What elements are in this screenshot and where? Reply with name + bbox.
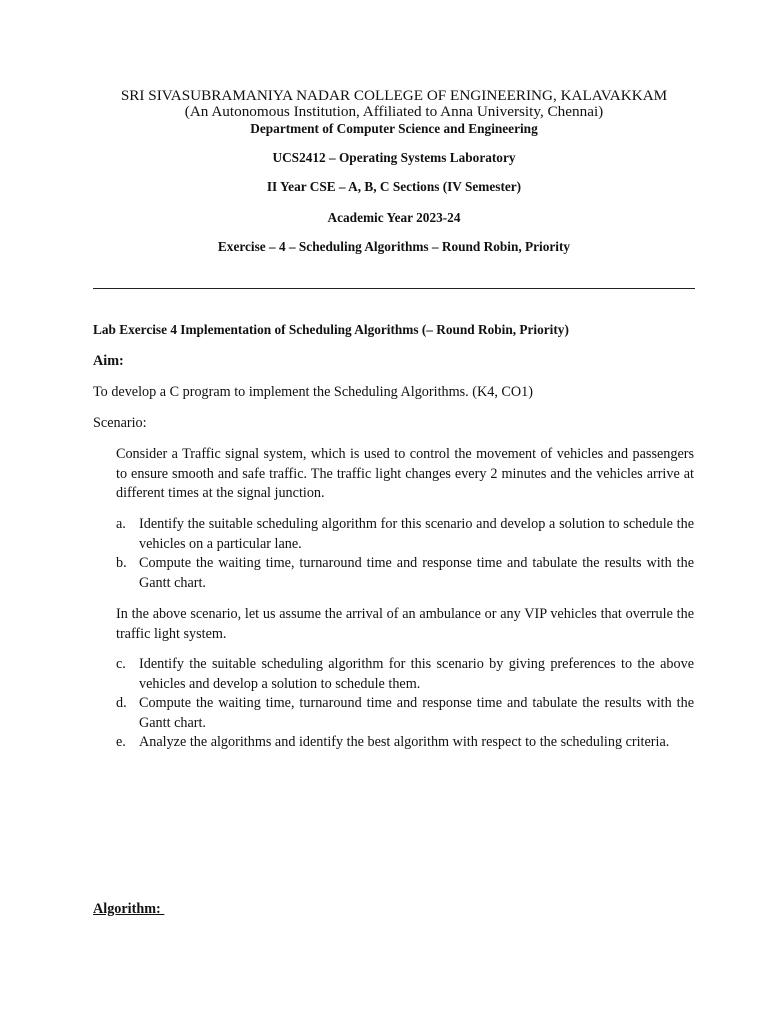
college-name: SRI SIVASUBRAMANIYA NADAR COLLEGE OF ENGINEERING, KALAVAKKAM bbox=[120, 87, 668, 104]
list-item-text: Compute the waiting time, turnaround time and response time and tabulate the results with the Gantt chart. bbox=[139, 555, 694, 591]
list-item bbox=[116, 554, 694, 593]
scenario-heading: Scenario: bbox=[93, 415, 147, 431]
aim-text: To develop a C program to implement the Scheduling Algorithms. (K4, CO1) bbox=[93, 384, 533, 400]
list-item bbox=[116, 655, 694, 694]
affiliation: (An Autonomous Institution, Affiliated to Anna University, Chennai) bbox=[184, 103, 604, 120]
academic-year: Academic Year 2023-24 bbox=[327, 210, 461, 225]
header-divider bbox=[93, 288, 695, 289]
list-marker: e. bbox=[116, 734, 126, 750]
list-item-text: Identify the suitable scheduling algorithm for this scenario and develop a solution to schedule the vehicles on a particular lane. bbox=[139, 516, 694, 552]
department-name: Department of Computer Science and Engineering bbox=[250, 121, 538, 136]
algorithm-heading: Algorithm: bbox=[93, 901, 165, 917]
year-section: II Year CSE – A, B, C Sections (IV Semester) bbox=[266, 179, 522, 194]
list-marker: a. bbox=[116, 516, 126, 532]
list-item-text: Analyze the algorithms and identify the best algorithm with respect to the scheduling criteria. bbox=[139, 734, 670, 750]
list-item bbox=[116, 733, 694, 753]
list-marker: b. bbox=[116, 555, 127, 571]
course-title: UCS2412 – Operating Systems Laboratory bbox=[272, 150, 516, 165]
list-marker: d. bbox=[116, 695, 127, 711]
ambulance-paragraph: In the above scenario, let us assume the arrival of an ambulance or any VIP vehicles that overrule the traffic light system. bbox=[116, 606, 694, 642]
scenario-paragraph: Consider a Traffic signal system, which is used to control the movement of vehicles and passengers to ensure smooth and safe traffic. The traffic light changes every 2 minutes and the vehicles arrive at different times at the signal junction. bbox=[116, 446, 694, 501]
aim-heading: Aim: bbox=[93, 353, 124, 369]
list-item-text: Identify the suitable scheduling algorithm for this scenario by giving preferences to the above vehicles and develop a solution to schedule them. bbox=[139, 656, 694, 692]
list-item-text: Compute the waiting time, turnaround time and response time and tabulate the results with the Gantt chart. bbox=[139, 695, 694, 731]
list-marker: c. bbox=[116, 656, 126, 672]
task-list-part-2 bbox=[116, 655, 694, 753]
lab-exercise-title: Lab Exercise 4 Implementation of Scheduling Algorithms (– Round Robin, Priority) bbox=[93, 322, 569, 337]
list-item bbox=[116, 694, 694, 733]
exercise-title: Exercise – 4 – Scheduling Algorithms – Round Robin, Priority bbox=[217, 239, 571, 254]
list-item bbox=[116, 515, 694, 554]
task-list-part-1 bbox=[116, 515, 694, 593]
